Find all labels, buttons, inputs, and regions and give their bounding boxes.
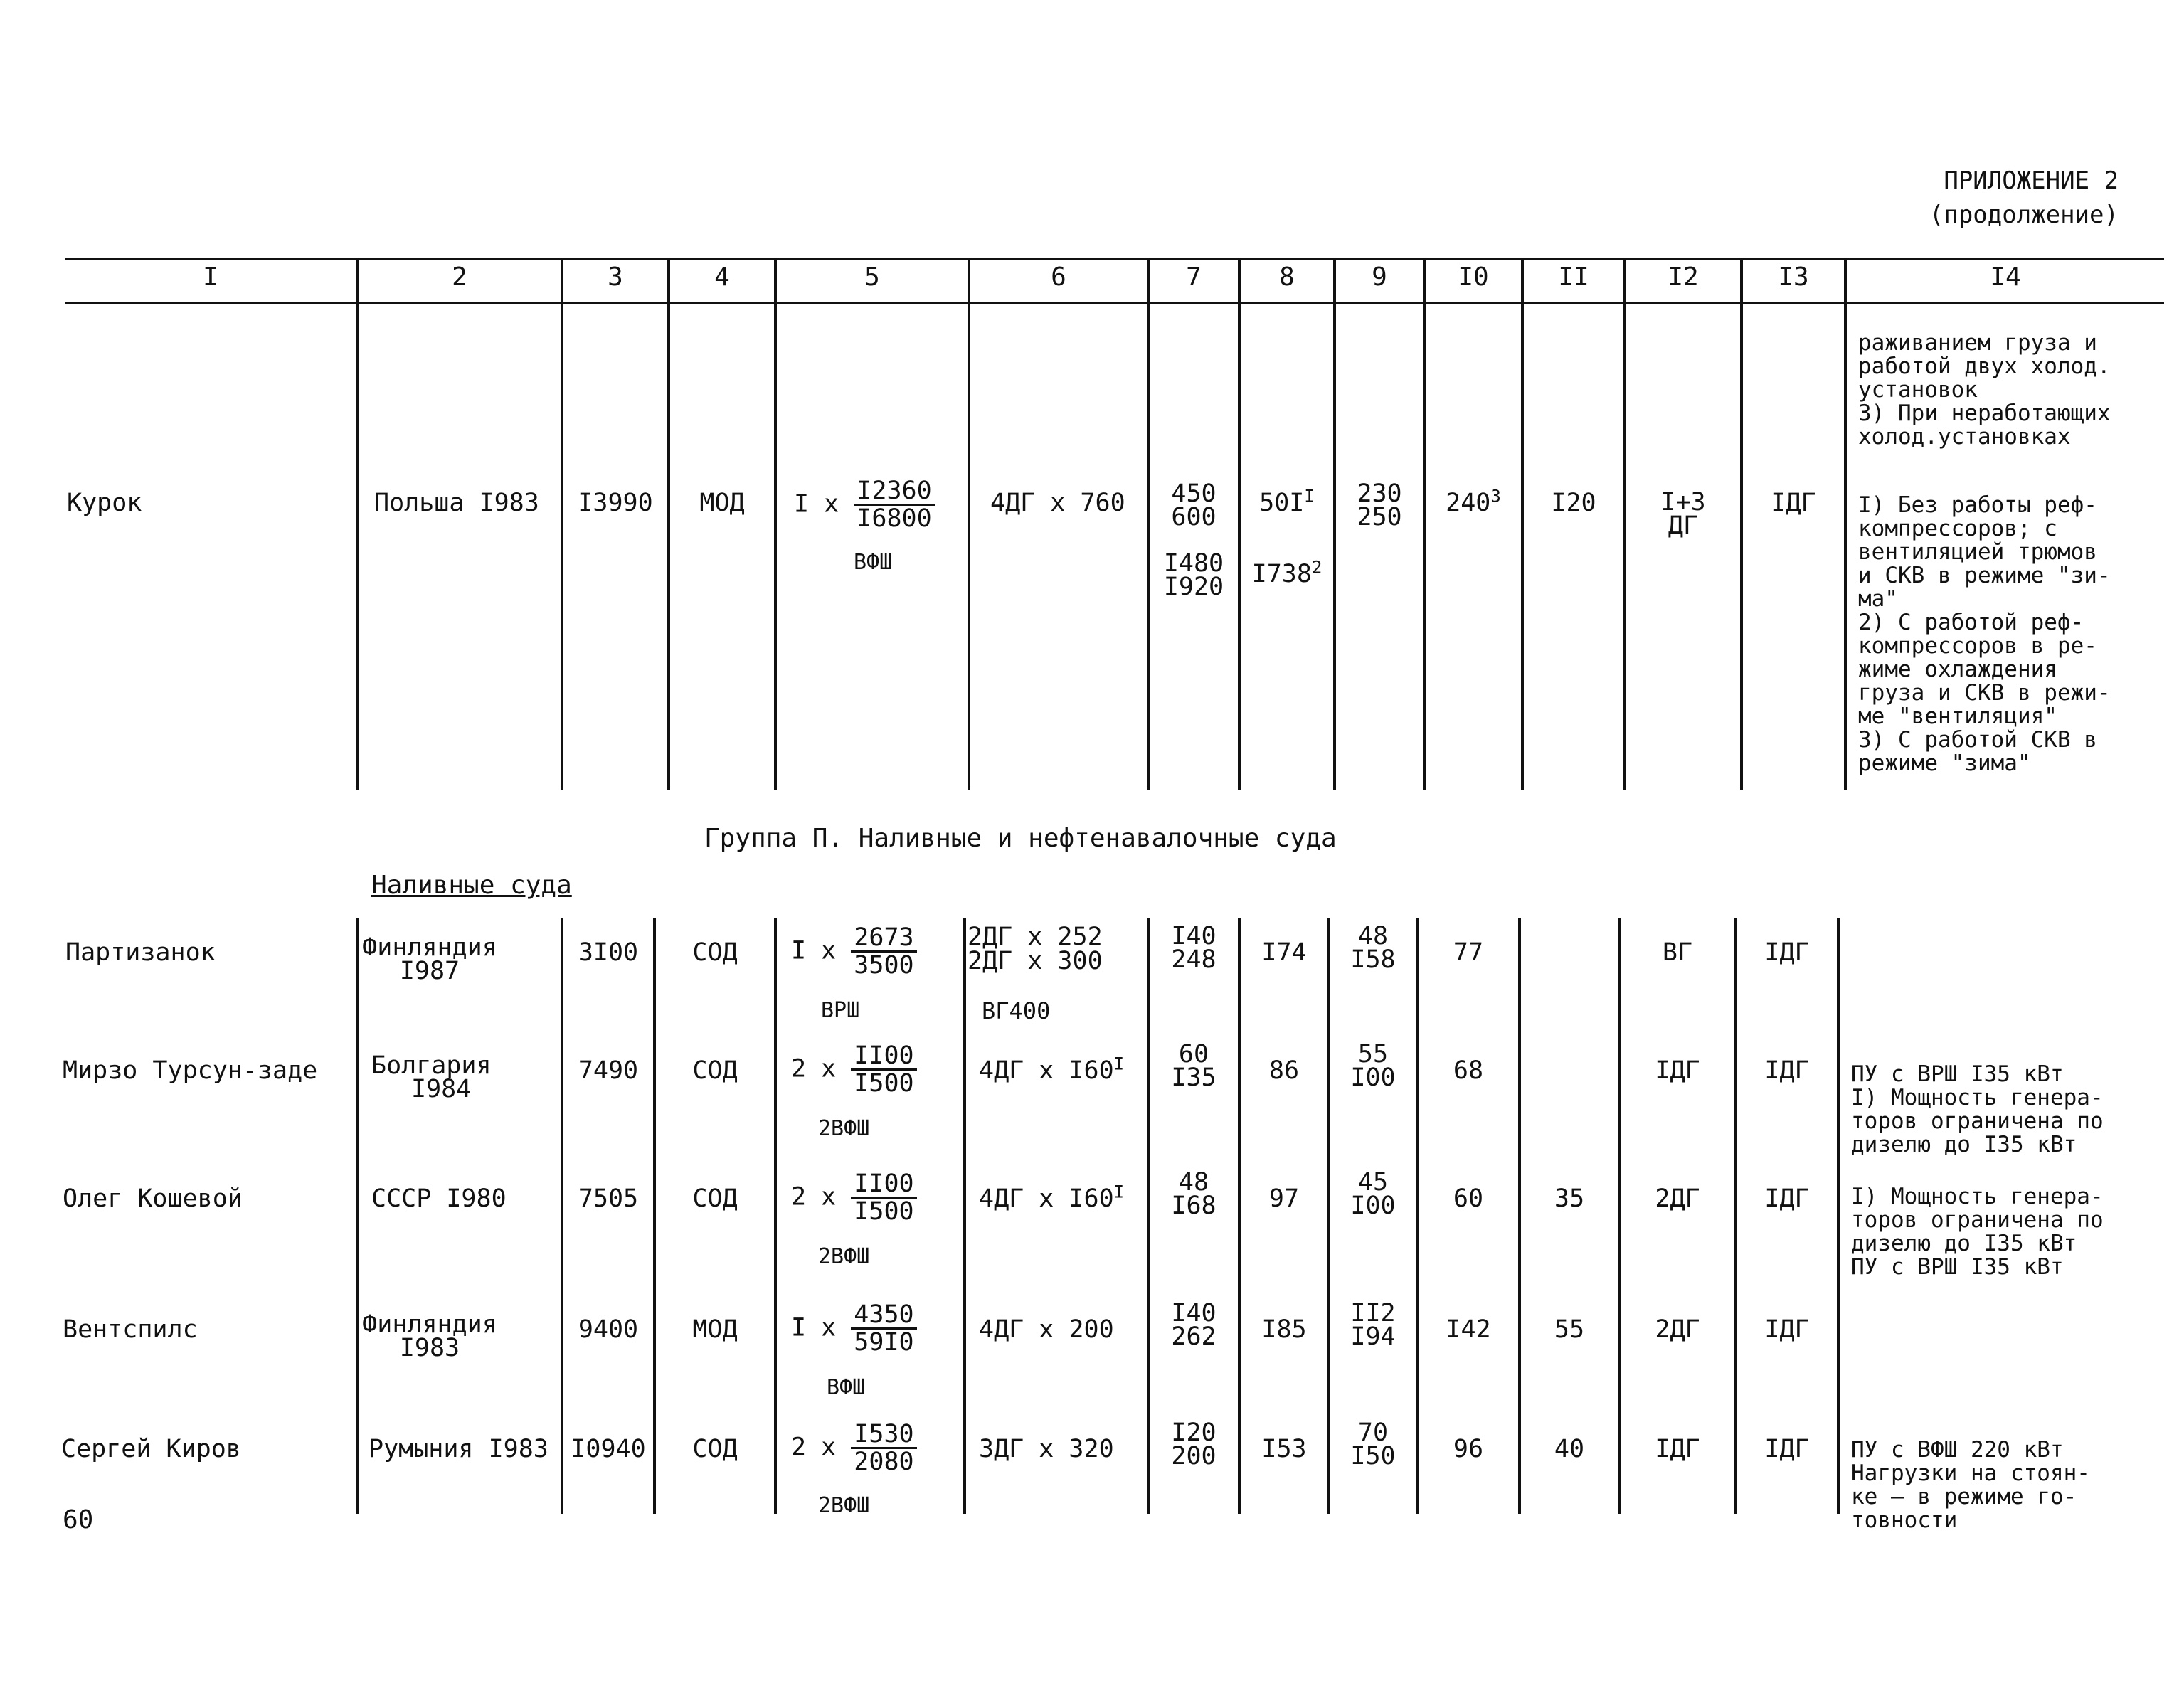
- cell-c3: 7505: [578, 1184, 639, 1213]
- cell-c4: СОД: [692, 1184, 738, 1213]
- ship-country: СССР I980: [371, 1184, 507, 1213]
- c5-type: ВФШ: [854, 550, 893, 575]
- cell-c3: 7490: [578, 1056, 639, 1085]
- cell-c6: 4ДГ x 200: [979, 1315, 1114, 1344]
- col-header-12: I2: [1668, 263, 1699, 292]
- note-kurok-bottom: I) Без работы реф- компрессоров; с вентиляцией трюмов и СКВ в режиме "зи- ма" 2) С работой реф- компрессоров в ре- жиме охлаждения груза и СКВ в режи- ме "вентиляция" 3) С работой СКВ в режиме "зима": [1858, 492, 2111, 776]
- col-header-4: 4: [714, 263, 730, 292]
- cell-c10: 68: [1453, 1056, 1484, 1085]
- cell-c11: 55: [1554, 1315, 1585, 1344]
- c5-type: ВФШ: [827, 1375, 866, 1400]
- cell-c5: I x $\frac{4350}{59I0}$: [791, 1302, 917, 1355]
- col-header-13: I3: [1778, 263, 1809, 292]
- cell-c10: 96: [1453, 1435, 1484, 1463]
- appendix-title: ПРИЛОЖЕНИЕ 2: [1944, 166, 2119, 195]
- cell-c3: 3I00: [578, 938, 639, 967]
- cell-c8: I85: [1261, 1315, 1307, 1344]
- cell-c7: I20 200: [1171, 1418, 1216, 1470]
- subgroup-title: Наливные суда: [371, 871, 572, 900]
- cell-c6: 4ДГ x $I60^I$: [979, 1182, 1125, 1213]
- group-title: Группа П. Наливные и нефтенавалочные суда: [704, 824, 1337, 853]
- cell-c13: IДГ: [1764, 1056, 1810, 1085]
- c5-prefix: I x: [794, 489, 839, 519]
- ship-country: Финляндия I987: [362, 933, 497, 985]
- cell-c7: I40 248: [1171, 922, 1216, 974]
- cell-c13: IДГ: [1764, 1184, 1810, 1213]
- note: ПУ с ВРШ I35 кВт I) Мощность генера- торов ограничена по дизелю до I35 кВт: [1851, 1061, 2104, 1157]
- cell-c8: 86: [1268, 1056, 1300, 1085]
- cell-c6: 4ДГ x $I60^I$: [979, 1054, 1125, 1085]
- cell-c8: I74: [1261, 938, 1307, 967]
- cell-c4: СОД: [692, 1056, 738, 1085]
- cell-c7: I40 262: [1171, 1299, 1216, 1351]
- cell-c7: 60 I35: [1171, 1040, 1216, 1092]
- cell-c12: I+3 ДГ: [1660, 488, 1706, 540]
- ship-name: Олег Кошевой: [63, 1184, 243, 1213]
- cell-c9: 230 250: [1357, 479, 1402, 531]
- cell-c12: IДГ: [1655, 1435, 1700, 1463]
- ship-country: Польша I983: [374, 489, 539, 517]
- cell-c9: II2 I94: [1350, 1299, 1396, 1351]
- cell-c6: 3ДГ x 320: [979, 1435, 1114, 1463]
- cell-c12: 2ДГ: [1655, 1315, 1700, 1344]
- cell-c5: 2 x $\frac{II00}{I500}$: [791, 1171, 917, 1224]
- ship-name: Партизанок: [65, 938, 216, 967]
- cell-c6: 4ДГ x 760: [990, 489, 1125, 517]
- col-header-3: 3: [608, 263, 623, 292]
- cell-c11: 35: [1554, 1184, 1585, 1213]
- cell-c11: 40: [1554, 1435, 1585, 1463]
- cell-c12: 2ДГ: [1655, 1184, 1700, 1213]
- cell-c9: 55 I00: [1350, 1040, 1396, 1092]
- c5-type: 2ВФШ: [818, 1493, 870, 1518]
- col-header-9: 9: [1372, 263, 1387, 292]
- note: I) Мощность генера- торов ограничена по дизелю до I35 кВт ПУ с ВРШ I35 кВт: [1851, 1184, 2104, 1280]
- cell-c10: I42: [1446, 1315, 1491, 1344]
- cell-c13: IДГ: [1764, 1435, 1810, 1463]
- cell-c7: 48 I68: [1171, 1168, 1216, 1220]
- page-number: 60: [63, 1505, 94, 1534]
- ship-country: Румыния I983: [369, 1435, 548, 1463]
- cell-c9: 45 I00: [1350, 1168, 1396, 1220]
- cell-c4: МОД: [692, 1315, 738, 1344]
- cell-c3: I0940: [571, 1435, 646, 1463]
- ship-country: Финляндия I983: [362, 1310, 497, 1362]
- c5-fraction: $\frac{I2360}{I6800}$: [854, 478, 934, 531]
- note-kurok-top: раживанием груза и работой двух холод. установок 3) При неработающих холод.установках: [1858, 330, 2111, 450]
- col-header-1: I: [203, 263, 218, 292]
- cell-c4: МОД: [699, 489, 745, 517]
- col-header-8: 8: [1279, 263, 1295, 292]
- col-header-14: I4: [1990, 263, 2021, 292]
- col-header-11: II: [1558, 263, 1589, 292]
- col-header-5: 5: [864, 263, 880, 292]
- cell-c6-extra: ВГ400: [982, 997, 1051, 1024]
- header-top-rule: [65, 258, 2164, 260]
- cell-c13: IДГ: [1764, 938, 1810, 967]
- cell-c4: СОД: [692, 938, 738, 967]
- cell-c12: ВГ: [1662, 938, 1693, 967]
- note: ПУ с ВФШ 220 кВт Нагрузки на стоян- ке – в режиме го- товности: [1851, 1437, 2090, 1533]
- cell-c3: I3990: [578, 489, 653, 517]
- ship-name: Курок: [67, 489, 142, 517]
- cell-c7-bottom: I480 I920: [1163, 549, 1224, 601]
- cell-c10: 77: [1453, 938, 1484, 967]
- cell-c12: IДГ: [1655, 1056, 1700, 1085]
- appendix-subtitle: (продолжение): [1929, 201, 2119, 229]
- cell-c13: IДГ: [1764, 1315, 1810, 1344]
- cell-c3: 9400: [578, 1315, 639, 1344]
- c5-type: ВРШ: [821, 998, 860, 1023]
- cell-c9: 48 I58: [1350, 922, 1396, 974]
- ship-name: Мирзо Турсун-заде: [63, 1056, 318, 1085]
- c5-type: 2ВФШ: [818, 1116, 870, 1141]
- cell-c8: 97: [1268, 1184, 1300, 1213]
- cell-c10: 60: [1453, 1184, 1484, 1213]
- cell-c11: I20: [1551, 489, 1596, 517]
- ship-country: Болгария I984: [371, 1051, 492, 1103]
- cell-c5: 2 x $\frac{II00}{I500}$: [791, 1043, 917, 1096]
- cell-c9: 70 I50: [1350, 1418, 1396, 1470]
- col-header-2: 2: [452, 263, 467, 292]
- cell-c4: СОД: [692, 1435, 738, 1463]
- cell-c5: 2 x $\frac{I530}{2080}$: [791, 1421, 917, 1475]
- col-header-7: 7: [1186, 263, 1202, 292]
- cell-c5: I x $\frac{2673}{3500}$: [791, 925, 917, 978]
- cell-c6: 2ДГ x 252 2ДГ x 300: [968, 923, 1103, 975]
- cell-c13: IДГ: [1771, 489, 1816, 517]
- cell-c7-top: 450 600: [1171, 479, 1216, 531]
- ship-name: Сергей Киров: [61, 1435, 241, 1463]
- header-bottom-rule: [65, 302, 2164, 304]
- cell-c8-bottom: $I738^2$: [1251, 557, 1322, 588]
- ship-name: Вентспилс: [63, 1315, 198, 1344]
- c5-type: 2ВФШ: [818, 1244, 870, 1269]
- cell-c10: $240^3$: [1446, 486, 1501, 517]
- cell-c8-top: $50I^I$: [1259, 486, 1315, 517]
- col-header-10: I0: [1458, 263, 1489, 292]
- cell-c5: [794, 478, 935, 531]
- col-header-6: 6: [1051, 263, 1066, 292]
- cell-c8: I53: [1261, 1435, 1307, 1463]
